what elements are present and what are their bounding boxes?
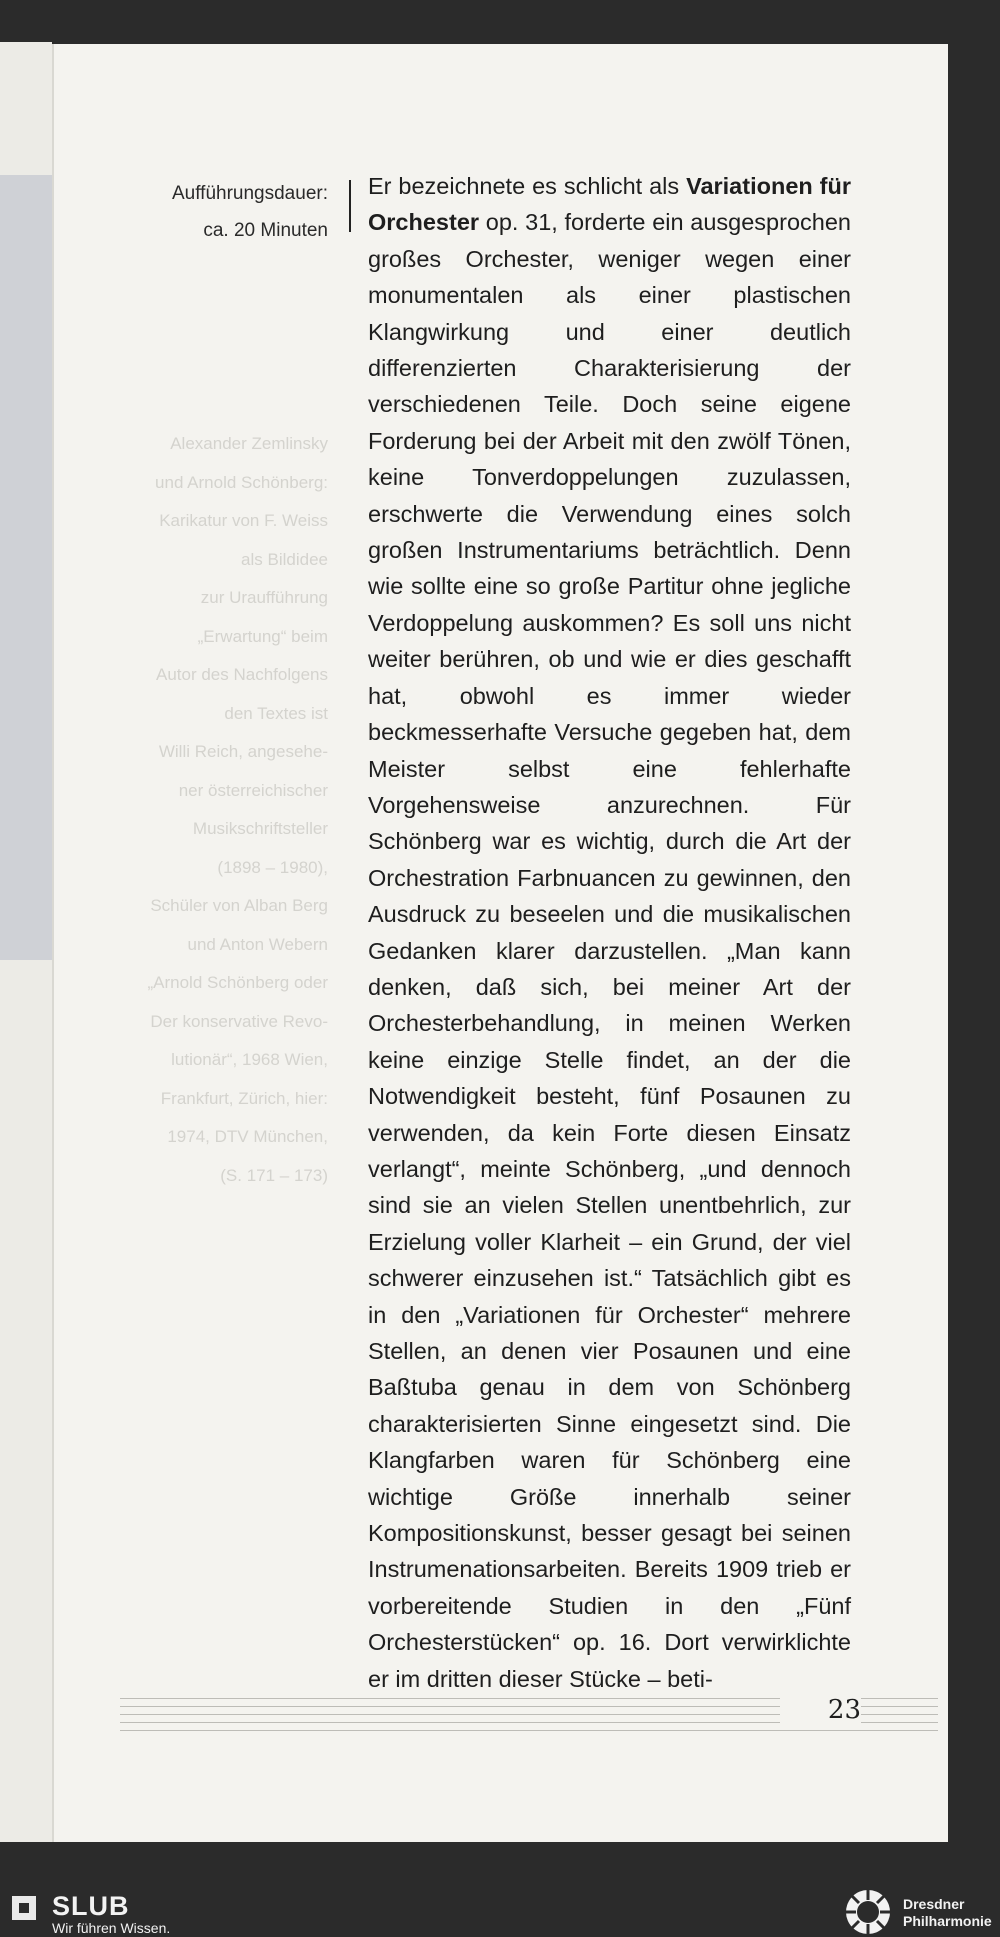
sidenote-divider — [349, 180, 351, 232]
bleed-through-line: und Arnold Schönberg: — [155, 472, 328, 492]
slub-logo-icon — [12, 1896, 36, 1920]
philharmonie-line2: Philharmonie — [903, 1913, 992, 1929]
bleed-through-line: zur Uraufführung — [200, 588, 328, 607]
bleed-through-line: Autor des Nachfolgens — [156, 665, 328, 684]
bleed-through-line: Frankfurt, Zürich, hier: — [160, 1088, 328, 1108]
bleed-through-line: Willi Reich, angesehe- — [158, 742, 328, 761]
work-title: Variationen für Orchester — [368, 173, 851, 236]
bleed-through-line: Alexander Zemlinsky — [170, 434, 328, 453]
bleed-through-line: den Textes ist — [224, 703, 328, 723]
bleed-through-line: als Bildidee — [241, 549, 328, 569]
bleed-through-line: Musikschriftsteller — [192, 819, 328, 838]
philharmonie-line1: Dresdner — [903, 1896, 965, 1912]
duration-value: ca. 20 Minuten — [203, 220, 328, 241]
bleed-through-line: (1898 – 1980), — [217, 857, 328, 877]
page-number: 23 — [780, 1695, 861, 1725]
bleed-through-line: Karikatur von F. Weiss — [159, 511, 328, 530]
philharmonie-name — [903, 1896, 992, 1930]
bleed-through-line: Der konservative Revo- — [150, 1011, 328, 1031]
bleed-through-line: und Anton Webern — [187, 934, 328, 954]
bleed-through-line: „Erwartung“ beim — [197, 626, 328, 646]
bleed-through-line: „Arnold Schönberg oder — [147, 973, 328, 992]
slub-name: SLUB — [52, 1891, 130, 1921]
left-page-image-block — [0, 175, 52, 960]
slub-tagline: Wir führen Wissen. — [52, 1920, 171, 1936]
footer-bar — [0, 1888, 1000, 1937]
duration-sidenote — [88, 175, 328, 249]
bleed-through-text — [100, 425, 328, 1195]
philharmonie-logo-icon — [844, 1888, 892, 1936]
duration-label: Aufführungsdauer: — [172, 183, 328, 204]
bleed-through-line: ner österreichischer — [178, 780, 328, 800]
body-text-rest: op. 31, forderte ein ausgesprochen großes Orchester, weniger wegen einer monumentalen als einer plastischen Klangwirkung und einer deutlich differenzierten Charakterisierung der verschiedenen Teile. Doch seine eigene Forderung bei der Arbeit mit den zwölf Tönen, keine Tonverdoppelungen zuzulassen, erschwerte die Verwendung eines solch großen Instrumentariums beträchtlich. Denn wie sollte eine so große Partitur ohne jegliche Verdoppelung auskommen? Es soll uns nicht weiter berühren, ob und wie er dies geschafft hat, obwohl es immer wieder beckmesserhafte Versuche gegeben hat, dem Meister selbst eine fehlerhafte Vorgehensweise anzurechnen. Für Schönberg war es wichtig, durch die Art der Orchestration Farbnuancen zu gewinnen, den Ausdruck zu beseelen und die musikalischen Gedanken klarer darzustellen. „Man kann denken, daß sich, bei meiner Art der Orchesterbehandlung, in meinen Werken keine einzige Stelle findet, an der die Notwendigkeit besteht, fünf Posaunen zu verwenden, da kein Forte diesen Einsatz verlangt“, meinte Schönberg, „und dennoch sind sie an vielen Stellen unentbehrlich, zur Erzielung voller Klarheit – ein Grund, der viel schwerer einzusehen ist.“ Tatsächlich gibt es in den „Variationen für Orchester“ mehrere Stellen, an denen vier Posaunen und eine Baßtuba genau in dem von Schönberg charakterisierten Sinne eingesetzt sind. Die Klangfarben waren für Schönberg eine wichtige Größe innerhalb seiner Kompositionskunst, besser gesagt bei seinen Instrumenationsarbeiten. Bereits 1909 trieb er vorbereitende Studien in den „Fünf Orchesterstücken“ op. 16. Dort verwirklichte er im dritten dieser Stücke – beti- — [368, 209, 851, 1692]
bleed-through-line: (S. 171 – 173) — [220, 1165, 328, 1185]
body-text-start: Er bezeichnete es schlicht als — [368, 173, 687, 199]
body-paragraph — [368, 168, 851, 1697]
main-body-text — [368, 168, 851, 1697]
bleed-through-line: 1974, DTV München, — [167, 1127, 328, 1146]
bleed-through-line: Schüler von Alban Berg — [150, 896, 328, 915]
bleed-through-line: lutionär“, 1968 Wien, — [171, 1050, 328, 1069]
